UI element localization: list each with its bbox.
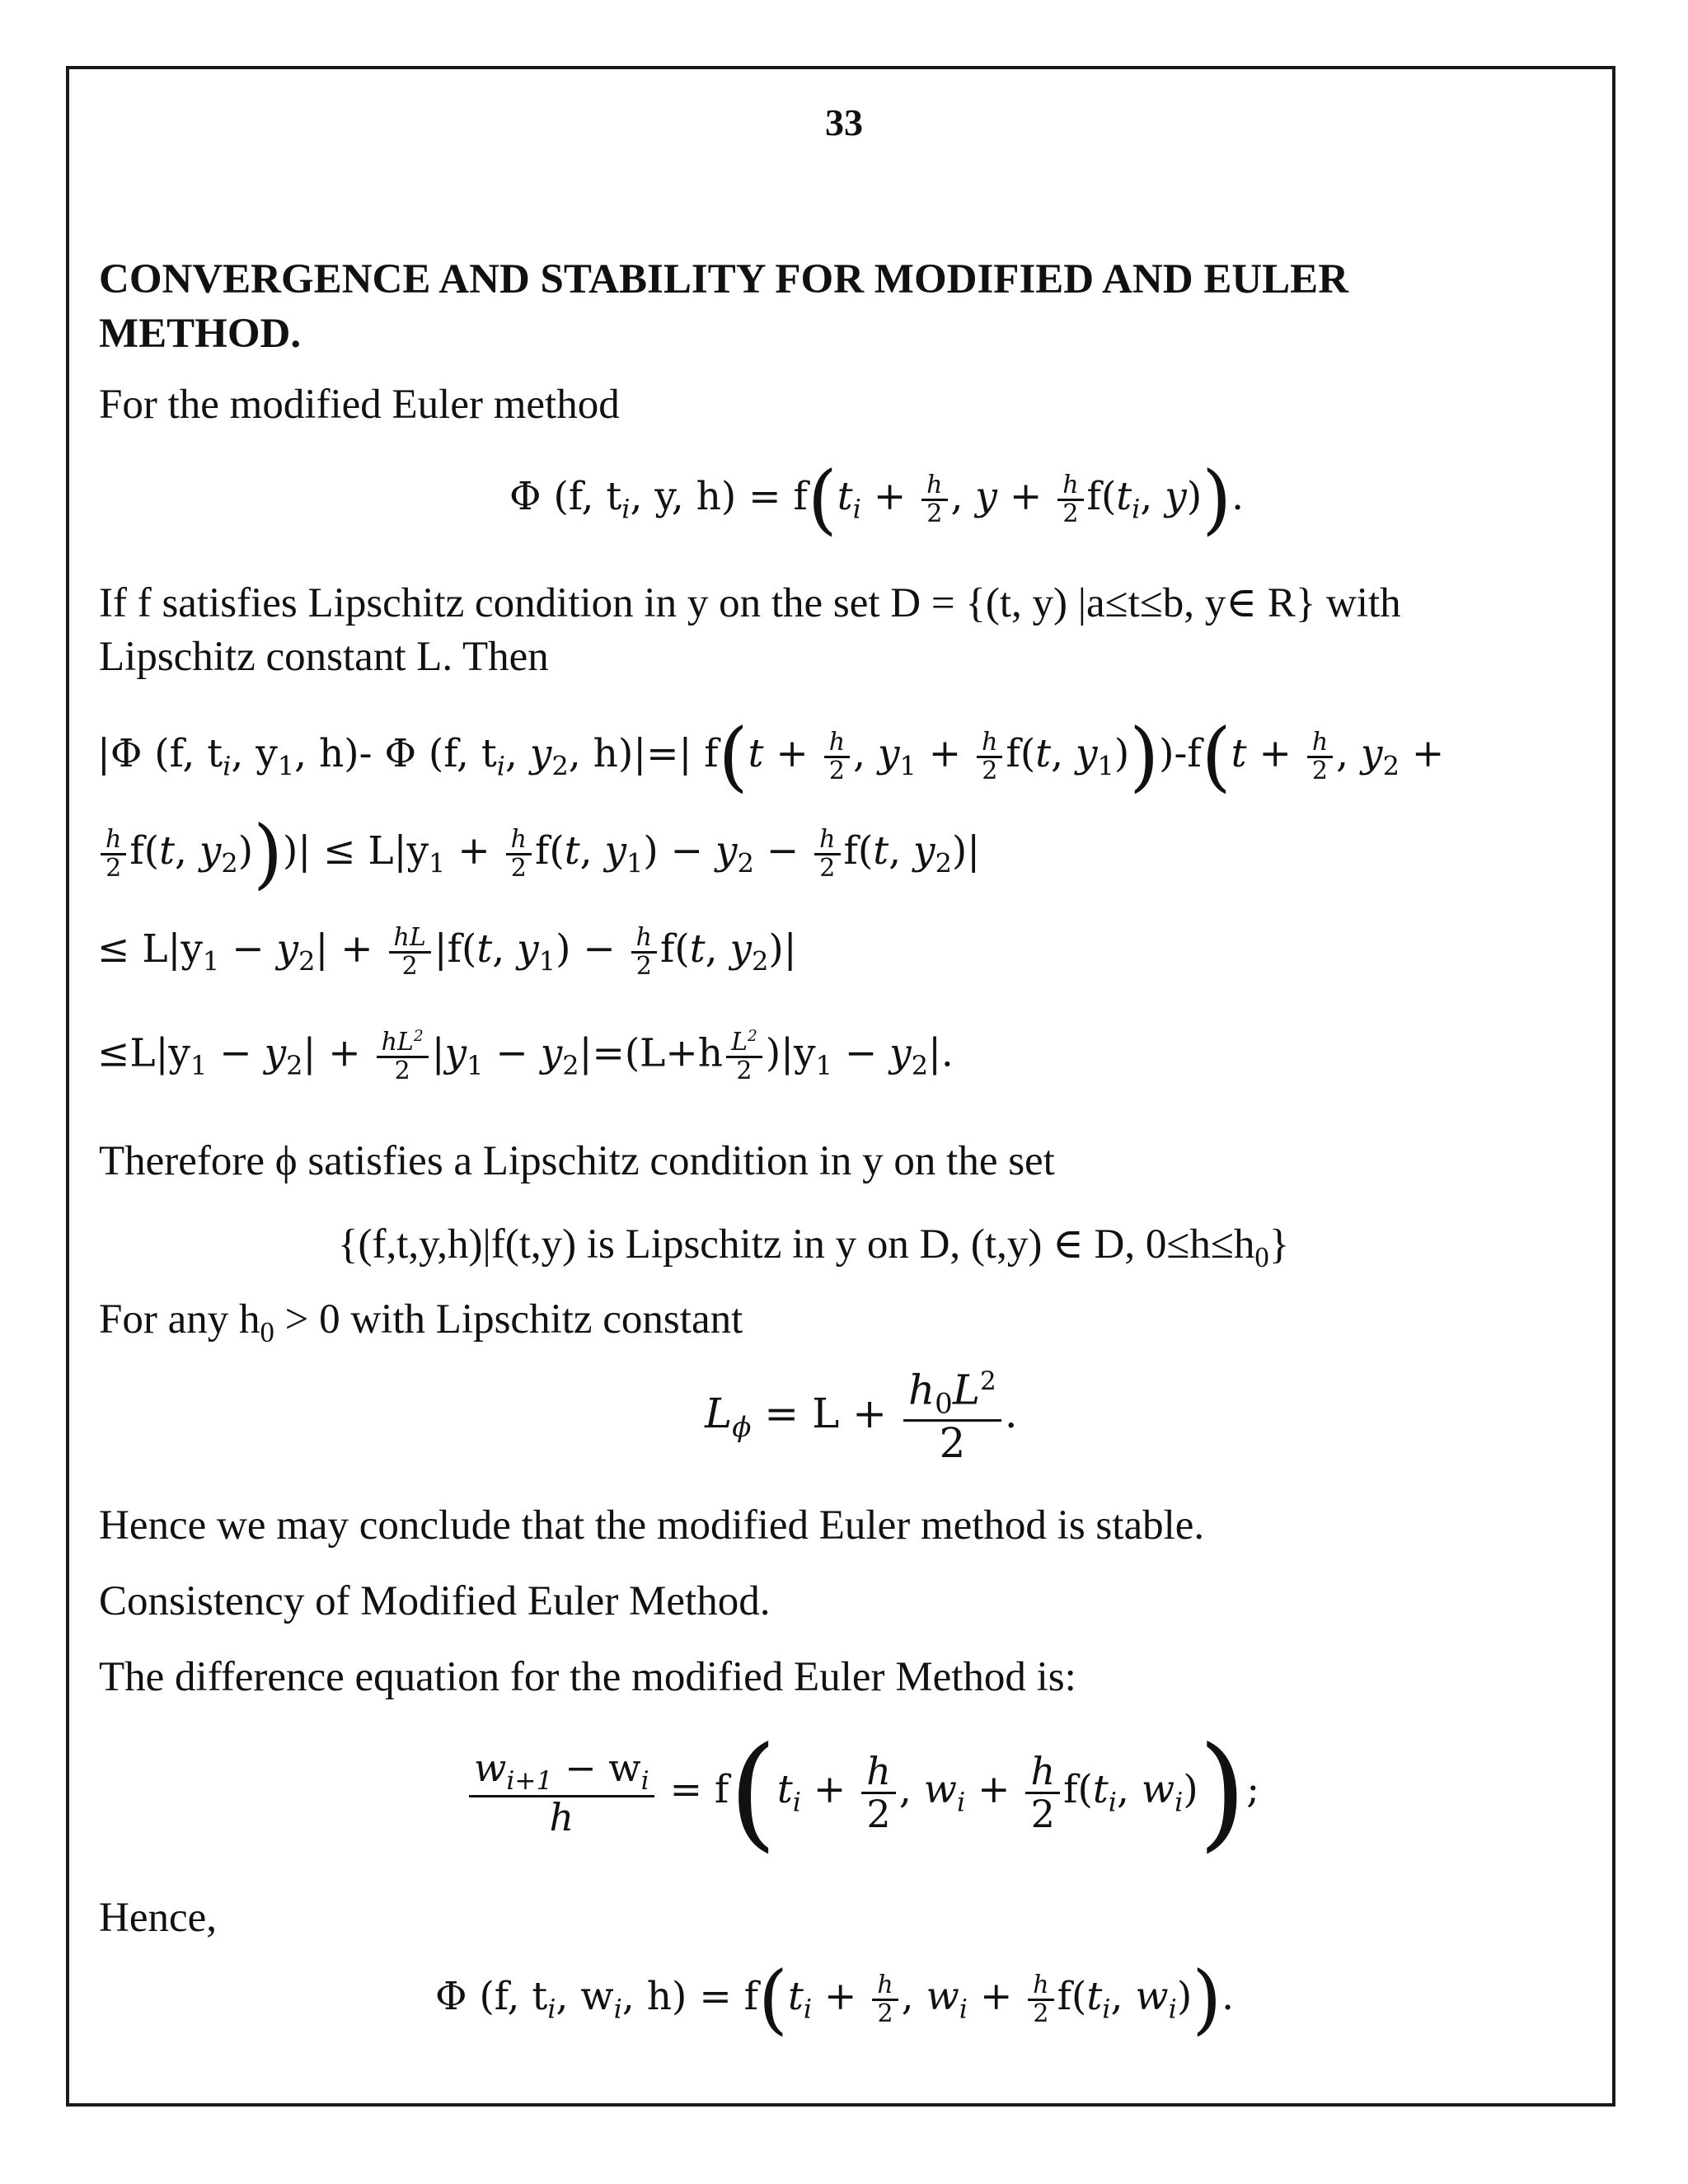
lipschitz-line-1: If f satisfies Lipschitz condition in y on the set D = {(t, y) |a≤t≤b, y∈ R} with xyxy=(99,580,1401,626)
lipschitz-line-2: Lipschitz constant L. Then xyxy=(99,634,549,680)
derivation-line-1: |Φ (f, $t_i$, $y_1$, h)- Φ (f, $t_i$, $y_2$, h)|=| f(t + $\frac{h}{2}$ , $y_1$ + $\frac{h}{2}$ f(t, $y_1)))-f(t$ + $\frac{h}{2}$ , $y_2$ + xyxy=(97,712,1445,800)
derivation-line-4: $\le L|y_1 - y_2|$ + $\frac{hL^2}{2}$ $|y_1 - y_2|=(L+h$ $\frac{L^2}{2}$ )$|y_1 - y_2|$. xyxy=(97,1028,954,1085)
set-definition: {(f,t,y,h)|f(t,y) is Lipschitz in y on D, (t,y) ∈ D, $0\le h\le h_0$} xyxy=(338,1221,1290,1274)
for-any-text: For any $h_0 > 0$ with Lipschitz constant xyxy=(99,1296,743,1349)
difference-text: The difference equation for the modified Euler Method is: xyxy=(99,1654,1076,1700)
diff-lhs-fraction: $\frac{w_{i+1} - w_i}{h}$ xyxy=(469,1748,654,1837)
conclusion-text: Hence we may conclude that the modified Euler method is stable. xyxy=(99,1502,1205,1549)
therefore-text: Therefore ϕ satisfies a Lipschitz condition in y on the set xyxy=(99,1138,1055,1184)
derivation-line-3: ≤ $L|y_1 - y_2|$ + $\frac{hL}{2}$ |f(t, $y_1$) − $\frac{h}{2}$ f(t, $y_2)|$ xyxy=(97,923,797,981)
consistency-heading: Consistency of Modified Euler Method. xyxy=(99,1578,771,1624)
lphi-fraction: $\frac{h_0L^2}{2}$ xyxy=(903,1368,1001,1465)
eq1-frac-2: $\frac{h}{2}$ xyxy=(1057,472,1083,527)
difference-equation: $\frac{w_{i+1} - w_i}{h}$ = $f(t_i$ + $\frac{h}{2}$ , $w_i$ + $\frac{h}{2}$ $f(t_i$, $w_i$)); xyxy=(466,1731,1259,1854)
eq1-lhs: Φ (f, t xyxy=(509,474,622,519)
derivation-line-2: $\frac{h}{2}$ f(t, $y_2)))| \le L|y_1$ + $\frac{h}{2}$ f(t, $y_1) - y_2$ − $\frac{h}{2}$ f(t, $y_2)|$ xyxy=(97,816,980,892)
page-number: 33 xyxy=(825,101,863,143)
eq1-lhs-tail: , y, h) = f xyxy=(630,474,808,519)
equation-phi-definition: Φ (f, $t_i$, y, $h) = f(t_i$ + $\frac{h}{2}$ , y + $\frac{h}{2}$ $f(t_i$, y)). xyxy=(509,455,1245,543)
hence-text: Hence, xyxy=(99,1895,217,1941)
lipschitz-constant-equation: $L_\phi = L$ + $\frac{h_0L^2}{2}$ . xyxy=(705,1366,1018,1468)
section-heading: CONVERGENCE AND STABILITY FOR MODIFIED AND EULER METHOD. xyxy=(99,256,1349,357)
eq1-frac-1: $\frac{h}{2}$ xyxy=(921,472,947,527)
equation-phi-final: Φ (f, $t_i$, $w_i$, $h) = f(t_i$ + $\frac{h}{2}$ , $w_i$ + $\frac{h}{2}$ $f(t_i$, $w_i$)). xyxy=(435,1955,1235,2043)
intro-text: For the modified Euler method xyxy=(99,382,620,428)
